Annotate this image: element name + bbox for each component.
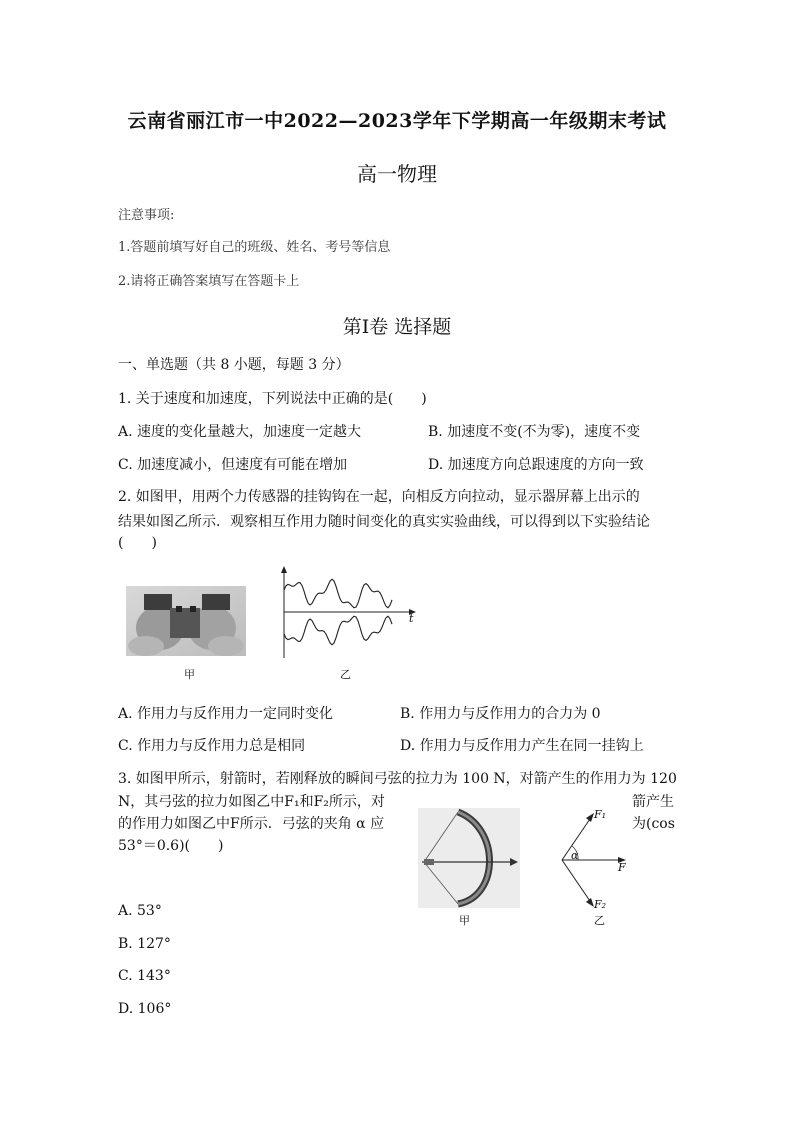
force-curve-upper <box>284 579 392 608</box>
question-3-stem-line-2-right: 箭产生 <box>632 794 674 810</box>
figure-3-yi-force-diagram <box>552 808 636 912</box>
question-2-option-d: D. 作用力与反作用力产生在同一挂钩上 <box>400 738 644 754</box>
figure-3-f-label: F <box>618 861 626 874</box>
question-1-option-d: D. 加速度方向总跟速度的方向一致 <box>428 457 644 473</box>
question-3-stem-line-2: N，其弓弦的拉力如图乙中F₁和F₂所示，对 <box>118 794 385 810</box>
question-3-stem-line-3: 的作用力如图乙中F所示．弓弦的夹角 α 应 <box>118 816 385 832</box>
figure-3-yi-label: 乙 <box>594 914 605 927</box>
figure-2-yi-label: 乙 <box>340 668 351 681</box>
question-3-option-c: C. 143° <box>118 968 171 984</box>
question-2-stem-line-1: 2. 如图甲，用两个力传感器的挂钩钩在一起，向相反方向拉动，显示器屏幕上出示的 <box>118 489 640 505</box>
question-2-option-b: B. 作用力与反作用力的合力为 0 <box>400 706 601 722</box>
figure-3-alpha-label: α <box>571 849 579 862</box>
question-3-option-a: A. 53° <box>118 903 162 919</box>
figure-3-jia-bow <box>418 808 520 908</box>
figure-3-jia-label: 甲 <box>459 914 470 927</box>
question-2-stem-line-3: ( ) <box>118 535 157 551</box>
exam-title: 云南省丽江市一中2022—2023学年下学期高一年级期末考试 <box>127 110 667 132</box>
subject-title: 高一物理 <box>357 162 437 186</box>
question-3-stem-line-4: 53°＝0.6)( ) <box>118 838 224 854</box>
question-3-stem-line-1: 3. 如图甲所示，射箭时，若刚释放的瞬间弓弦的拉力为 100 N，对箭产生的作用力为 120 <box>118 771 677 787</box>
figure-2-yi-chart <box>276 566 422 660</box>
question-3-stem-line-3-right: 为(cos <box>632 816 675 832</box>
note-item-1: 1.答题前填写好自己的班级、姓名、考号等信息 <box>118 240 391 255</box>
figure-3-f2-label: F₂ <box>594 898 607 911</box>
question-2-option-a: A. 作用力与反作用力一定同时变化 <box>118 706 334 722</box>
question-3-option-d: D. 106° <box>118 1001 172 1017</box>
figure-2-axis-t-label: t <box>409 612 414 625</box>
question-2-option-c: C. 作用力与反作用力总是相同 <box>118 738 306 754</box>
part-heading: 一、单选题（共 8 小题，每题 3 分） <box>118 357 350 373</box>
question-2-stem-line-2: 结果如图乙所示．观察相互作用力随时间变化的真实实验曲线，可以得到以下实验结论 <box>118 514 650 530</box>
figure-2-jia-label: 甲 <box>184 668 195 681</box>
force-curve-lower <box>284 616 392 645</box>
figure-2-jia-photo <box>126 586 246 656</box>
figure-3-f1-label: F₁ <box>594 808 607 821</box>
question-1-stem: 1. 关于速度和加速度，下列说法中正确的是( ) <box>118 391 427 407</box>
question-1-option-c: C. 加速度减小，但速度有可能在增加 <box>118 457 348 473</box>
note-item-2: 2.请将正确答案填写在答题卡上 <box>118 274 300 289</box>
question-1-option-b: B. 加速度不变(不为零)，速度不变 <box>428 424 641 440</box>
question-1-option-a: A. 速度的变化量越大，加速度一定越大 <box>118 424 362 440</box>
section-title: 第Ⅰ卷 选择题 <box>342 316 452 338</box>
notes-heading: 注意事项: <box>118 208 175 223</box>
question-3-option-b: B. 127° <box>118 936 171 952</box>
